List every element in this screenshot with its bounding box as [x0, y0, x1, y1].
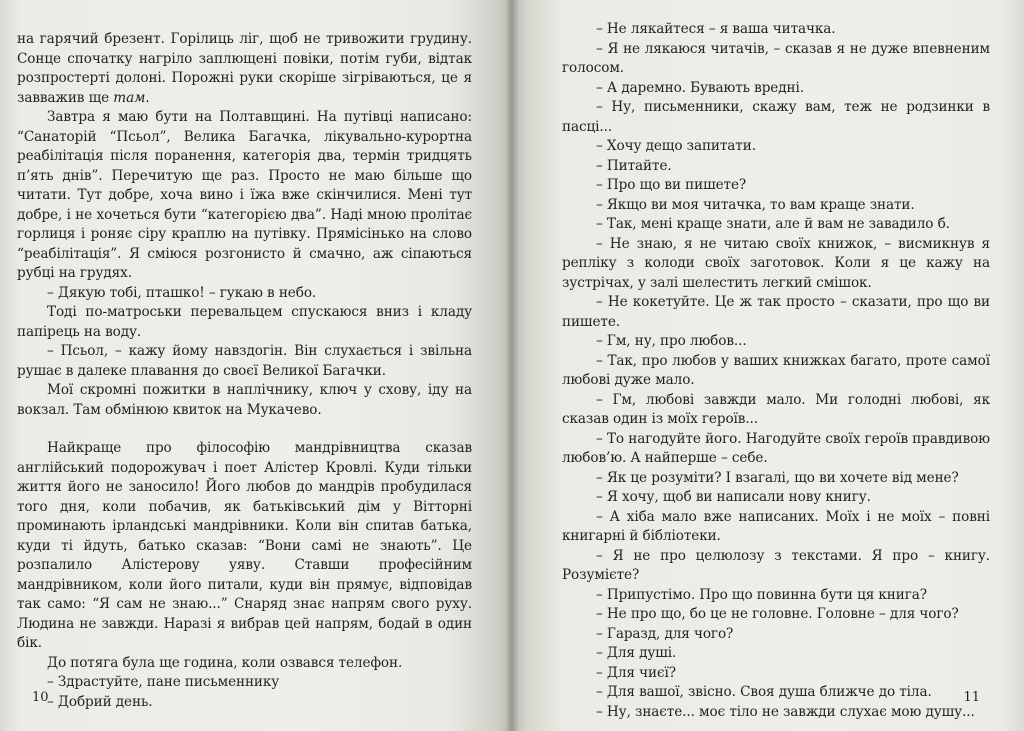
dialogue-line: – Питайте.: [596, 157, 672, 174]
dialogue-line: – Припустімо. Про що повинна бути ця книга?: [596, 586, 927, 603]
paragraph: Завтра я маю бути на Полтавщині. На путівці написано: “Санаторій “Псьол”, Велика Багачка, лікувально-курортна реабілітація після поранення, категорія два, термін тридцять п’ять днів”. Перечитую ще раз. Просто не маю більше що читати. Тут добре, хоча вино і їжа вже скінчилися. Мені тут добре, і не хочеться бути “категорією два”. Наді мною пролітає горлиця і роняє сіру краплю на путівку. Прямісінько на слово “реабілітація”. Я сміюся розгонисто й смачно, аж сіпаються рубці на грудях.: [17, 109, 472, 281]
dialogue-line: – Для душі.: [596, 645, 677, 661]
book-gutter: [505, 0, 519, 731]
paragraph: – Добрий день.: [47, 693, 153, 710]
dialogue-line: – Якщо ви моя читачка, то вам краще знати.: [596, 196, 915, 213]
dialogue-line: – Не про що, бо це не головне. Головне – для чого?: [596, 606, 959, 622]
dialogue-line: – Я не про целюлозу з текстами. Я про – книгу. Розумієте?: [562, 547, 990, 583]
paragraph: – Псьол, – кажу йому навздогін. Він слухається і звільна рушає в далеке плавання до своєї Великої Багачки.: [17, 343, 472, 379]
dialogue-line: – Не кокетуйте. Це ж так просто – сказати, про що ви пишете.: [562, 294, 990, 330]
dialogue-line: – Я хочу, щоб ви написали нову книгу.: [596, 489, 871, 505]
dialogue-line: – Я не лякаюся читачів, – сказав я не дуже впевненим голосом.: [562, 40, 990, 76]
dialogue-line: – Гаразд, для чого?: [596, 625, 734, 642]
dialogue-line: – Як це розуміти? І взагалі, що ви хочете від мене?: [596, 469, 959, 486]
dialogue-line: – Гм, ну, про любов...: [596, 333, 747, 349]
right-page: [512, 0, 1024, 731]
dialogue-line: – Так, мені краще знати, але й вам не завадило б.: [596, 216, 950, 232]
right-page-text: [562, 20, 990, 722]
dialogue-line: – Про що ви пишете?: [596, 177, 747, 193]
paragraph: Найкраще про філософію мандрівництва сказав англійський подорожувач і поет Алістер Кровлі. Куди тільки життя його не заносило! Його любов до мандрів пробудилася того дня, коли побачив, як батьківський дім у Вітторні проминають ірландські мандрівники. Коли він спитав батька, куди ті йдуть, батько сказав: “Вони самі не знають”. Це розпалило Алістерову уяву. Ставши професійним мандрівником, коли його питали, куди він прямує, відповідав так само: “Я сам не знаю...” Снаряд знає напрям свого руху. Людина не завжди. Наразі я вибрав цей напрям, бодай в один бік.: [17, 440, 472, 651]
right-page-number: 11: [963, 690, 980, 705]
dialogue-line: – То нагодуйте його. Нагодуйте своїх героїв правдивою любов’ю. А найперше – себе.: [562, 430, 990, 466]
dialogue-line: – Не знаю, я не читаю своїх книжок, – висмикнув я репліку з колоди своїх заготовок. Коли я це кажу на зустрічах, у залі шелестить легкий смішок.: [562, 235, 990, 291]
dialogue-line: – Для чиєї?: [596, 664, 676, 681]
paragraph: Тоді по-матроськи перевальцем спускаюся вниз і кладу папірець на воду.: [17, 304, 472, 340]
dialogue-line: – Не лякайтеся – я ваша читачка.: [596, 21, 836, 37]
paragraph: Мої скромні пожитки в наплічнику, ключ у схову, іду на вокзал. Там обмінюю квиток на Мукачево.: [17, 382, 472, 418]
dialogue-line: – Ну, знаєте... моє тіло не завжди слухає мою душу...: [596, 703, 975, 720]
dialogue-line: – Для вашої, звісно. Своя душа ближче до тіла.: [596, 684, 932, 700]
paragraph: – Здрастуйте, пане письменнику: [47, 674, 280, 690]
dialogue-line: – Хочу дещо запитати.: [596, 138, 756, 154]
dialogue-line: – А даремно. Бувають вредні.: [596, 79, 804, 96]
dialogue-line: – А хіба мало вже написаних. Моїх і не моїх – повні книгарні й бібліотеки.: [562, 508, 990, 544]
dialogue-line: – Гм, любові завжди мало. Ми голодні любові, як сказав один із моїх героїв...: [562, 391, 990, 427]
paragraph: До потяга була ще година, коли озвався телефон.: [47, 654, 403, 671]
dialogue-line: – Так, про любов у ваших книжках багато, проте самої любові дуже мало.: [562, 352, 990, 388]
left-page-number: 10: [32, 690, 49, 705]
left-page-text: [17, 30, 472, 712]
dialogue-line: – Ну, письменники, скажу вам, теж не родзинки в пасці...: [562, 99, 990, 135]
paragraph: на гарячий брезент. Горілиць ліг, щоб не тривожити грудину. Сонце спочатку нагріло заплющені повіки, потім губи, відтак розпростерті долоні. Порожні руки скоріше зігріваються, це я завважив ще там.: [17, 31, 472, 106]
italic-word: там: [113, 89, 146, 106]
paragraph: – Дякую тобі, пташко! – гукаю в небо.: [47, 284, 317, 301]
